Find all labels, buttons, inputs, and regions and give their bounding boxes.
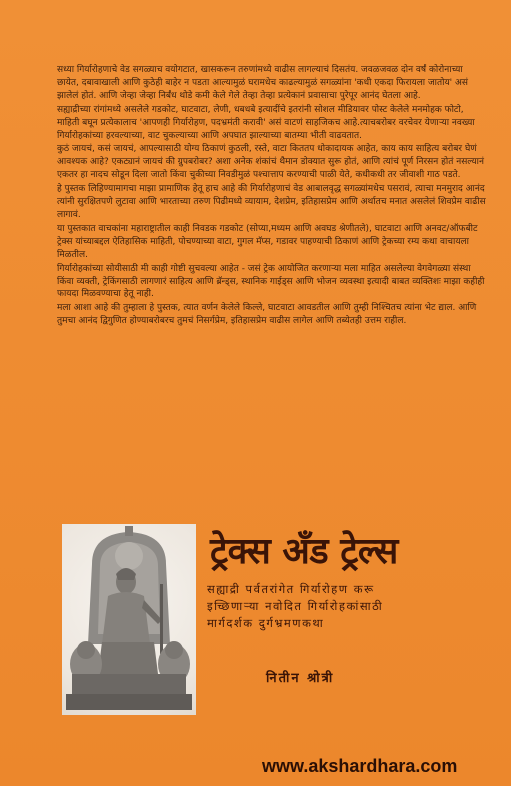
blurb-paragraph-2: सह्याद्रीच्या रांगांमध्ये असलेले गडकोट, घाटवाटा, लेणी, धबधबे इत्यादींचे इतरांनी सोशल मीडियावर पोस्ट केलेले मनमोहक फोटो, माहिती बघून प्रत्येकालाच 'आपणही गिर्यारोहण, पदभ्रमंती करावी' असं वाटणं साहजिकच आहे.त्याचबरोबर वरचेवर येणाऱ्या नवख्या गिर्यारोहकांच्या हरवल्याच्या, वाट चुकल्याच्या आणि अपघात झाल्याच्या बातम्या भीती वाढवतात. — [57, 104, 475, 141]
author-name: नितीन श्रोत्री — [266, 671, 335, 686]
subtitle-line-3: मार्गदर्शक दुर्गभ्रमणकथा — [207, 616, 325, 630]
blurb-paragraph-3: कुठं जायचं, कसं जायचं, आपल्यासाठी योग्य ठिकाणं कुठली, रस्ते, वाटा किततप धोकादायक आहेत, काय काय साहित्य बरोबर घेणं आवश्यक आहे? एकट्यानं जायचं की ग्रुपबरोबर? अशा अनेक शंकांचं थैमान डोक्यात सुरू होतं, आणि त्यांचं पूर्ण निरसन होतं नसल्यानं एकतर हा नादच सोडून दिला जातो किंवा चुकीच्या निवडीमुळं पश्चात्ताप करण्याची पाळी येते, कधीकधी तर जीवाशी गाठ पडते. — [57, 144, 484, 181]
blurb-paragraph-7: मला आशा आहे की तुम्हाला हे पुस्तक, त्यात वर्णन केलेले किल्ले, घाटवाटा आवडतील आणि तुम्ही निश्चितच त्यांना भेट द्याल. आणि तुमचा आनंद द्विगुणित होण्याबरोबरच तुमचं निसर्गप्रेम, इतिहासप्रेम वाढीस लागेल आणि तब्येतही उत्तम राहील. — [57, 303, 477, 327]
blurb-paragraph-4: हे पुस्तक लिहिण्यामागचा माझा प्रामाणिक हेतू हाच आहे की गिर्यारोहणाचं वेड आबालवृद्ध सगळ्यांमधेच पसरावं, त्याचा मनमुराद आनंद त्यांनी सुरक्षितपणे लुटावा आणि भारताच्या तरुण पिढीमध्ये व्यायाम, देशप्रेम, इतिहासप्रेम आणि अर्थातच मनात असलेलं शिवप्रेम वाढीस लागावं. — [57, 184, 486, 220]
blurb-paragraph-6: गिर्यारोहकांच्या सोयीसाठी मी काही गोष्टी सुचवल्या आहेत - जसं ट्रेक आयोजित करणाऱ्या मला माहित असलेल्या वेगवेगळ्या संस्था किंवा व्यक्ती, ट्रेकिंगसाठी लागणारं साहित्य आणि ब्रॅन्ड्स, स्थानिक गाईड्स आणि भोजन व्यवस्था इत्यादी बाबत व्यक्तिशः माझा कहीही फायदा मिळवण्याचा हेतू नाही. — [57, 263, 485, 300]
blurb-paragraph-1: सध्या गिर्यारोहणाचे वेड सगळ्याच वयोगटात, खासकरून तरुणांमध्ये वाढीस लागल्याचं दिसतंय. जवळजवळ दोन वर्षं कोरोनाच्या छायेत, दबावाखाली आणि कुठेही बाहेर न पडता आल्यामुळं घरामधेच काढल्यामुळं सगळ्यांना 'कधी एकदा फिरायला जातोय' असं झालेलं होतं. आणि जेव्हा जेव्हा निर्बंध थोडे कमी केले गेले तेव्हा तेव्हा प्रत्येकानं प्रवासाचा पुरेपूर आनंद घेतला आहे. — [57, 65, 468, 101]
publisher-website[interactable]: www.akshardhara.com — [262, 756, 458, 776]
book-subtitle — [207, 581, 467, 632]
statue-photo — [62, 524, 196, 715]
shivaji-statue-image — [62, 524, 196, 715]
subtitle-line-2: इच्छिणाऱ्या नवोदित गिर्यारोहकांसाठी — [207, 599, 384, 613]
subtitle-line-1: सह्याद्री पर्वतरांगेत गिर्यारोहण करू — [207, 582, 375, 596]
blurb — [57, 64, 487, 329]
blurb-paragraph-5: या पुस्तकात वाचकांना महाराष्ट्रातील काही निवडक गडकोट (सोप्या,मध्यम आणि अवघड श्रेणीतले), घाटवाटा आणि अनवट/ऑफबीट ट्रेक्स यांच्याबद्दल ऐतिहासिक माहिती, पोचण्याच्या वाटा, गुगल मॅप्स, गडावर पाहण्याची ठिकाणं आणि ट्रेकच्या रम्य कथा वाचायला मिळतील. — [57, 223, 478, 260]
book-title: ट्रेक्स अँड ट्रेल्स — [210, 531, 398, 572]
